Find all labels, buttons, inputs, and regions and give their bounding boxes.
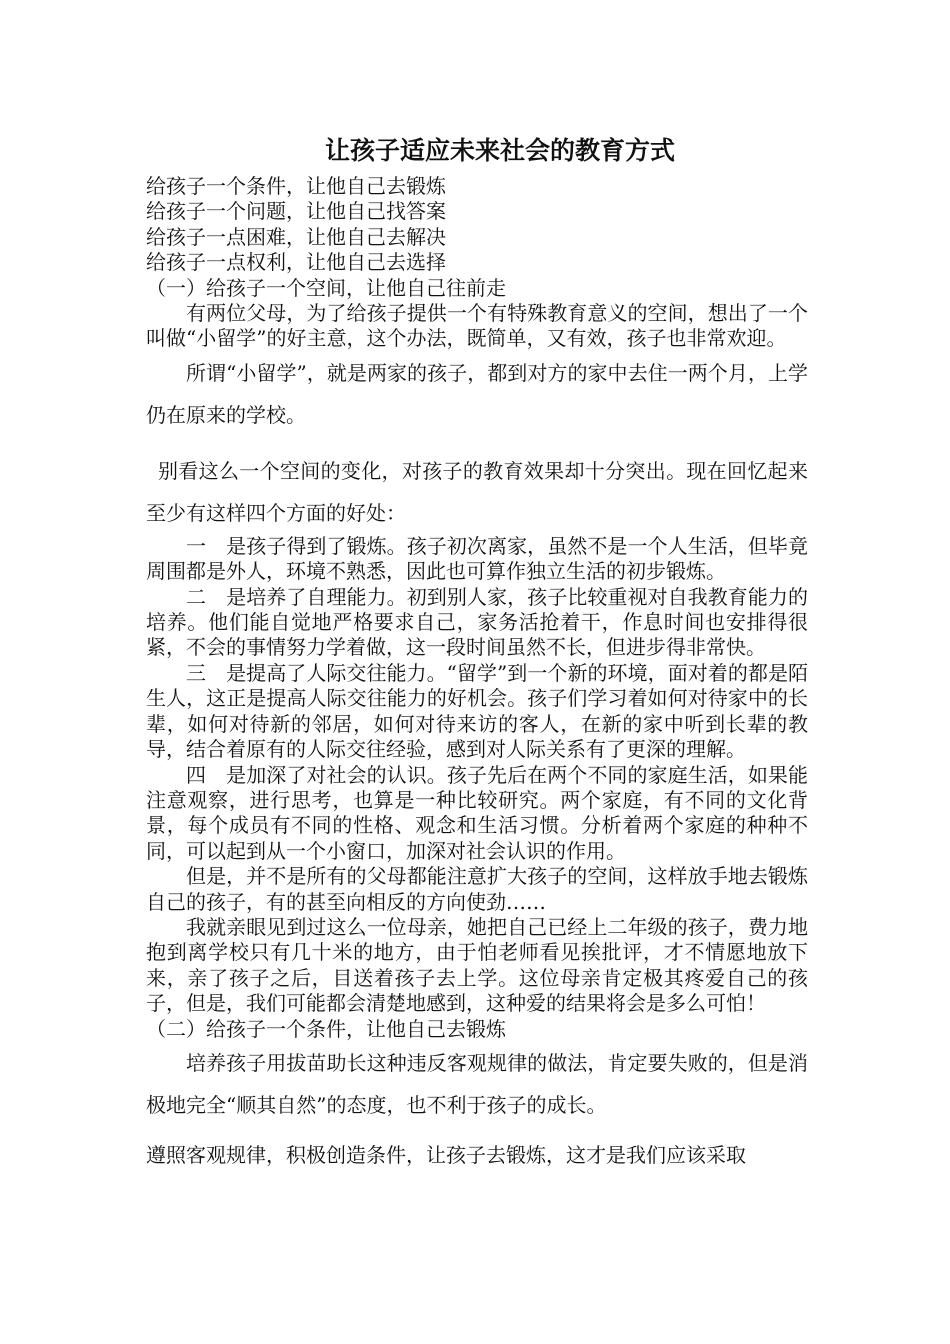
paragraph: 遵照客观规律，积极创造条件，让孩子去锻炼，这才是我们应该采取 bbox=[146, 1142, 746, 1167]
point-item: 一 是孩子得到了锻炼。孩子初次离家，虽然不是一个人生活，但毕竟周围都是外人，环境不熟悉，因此也可算作独立生活的初步锻炼。 bbox=[146, 533, 808, 584]
paragraph: 所谓“小留学”，就是两家的孩子，都到对方的家中去住一两个月，上学仍在原来的学校。 bbox=[146, 360, 808, 427]
paragraph: 有两位父母，为了给孩子提供一个有特殊教育意义的空间，想出了一个叫做“小留学”的好主意，这个办法，既简单，又有效，孩子也非常欢迎。 bbox=[146, 301, 808, 351]
page-title: 让孩子适应未来社会的教育方式 bbox=[324, 136, 675, 165]
section-heading-2: （二）给孩子一个条件，让他自己去锻炼 bbox=[146, 1016, 506, 1041]
paragraph: 我就亲眼见到过这么一位母亲，她把自己已经上二年级的孩子，费力地抱到离学校只有几十米的地方，由于怕老师看见挨批评，才不情愿地放下来，亲了孩子之后，目送着孩子去上学。这位母亲肯定极其疼爱自己的孩子，但是，我们可能都会清楚地感到，这种爱的结果将会是多么可怕！ bbox=[146, 914, 808, 1016]
paragraph: 但是，并不是所有的父母都能注意扩大孩子的空间，这样放手地去锻炼自己的孩子，有的甚至向相反的方向使劲…… bbox=[146, 864, 808, 914]
intro-line: 给孩子一个条件，让他自己去锻炼 bbox=[146, 174, 446, 198]
document-body bbox=[146, 174, 808, 1176]
intro-line: 给孩子一点权利，让他自己去选择 bbox=[146, 250, 446, 275]
intro-line: 给孩子一点困难，让他自己去解决 bbox=[146, 224, 446, 249]
section-heading-1: （一）给孩子一个空间，让他自己往前走 bbox=[146, 275, 506, 300]
paragraph: 别看这么一个空间的变化，对孩子的教育效果却十分突出。现在回忆起来至少有这样四个方面的好处： bbox=[146, 458, 808, 525]
point-item: 四 是加深了对社会的认识。孩子先后在两个不同的家庭生活，如果能注意观察，进行思考，也算是一种比较研究。两个家庭，有不同的文化背景，每个成员有不同的性格、观念和生活习惯。分析着两个家庭的种种不同，可以起到从一个小窗口，加深对社会认识的作用。 bbox=[146, 762, 808, 863]
intro-line: 给孩子一个问题，让他自己找答案 bbox=[146, 199, 446, 224]
point-item: 二 是培养了自理能力。初到别人家，孩子比较重视对自我教育能力的培养。他们能自觉地严格要求自己，家务活抢着干，作息时间也安排得很紧，不会的事情努力学着做，这一段时间虽然不长，但进步得非常快。 bbox=[146, 584, 808, 660]
paragraph: 培养孩子用拔苗助长这种违反客观规律的做法，肯定要失败的，但是消极地完全“顺其自然”的态度，也不利于孩子的成长。 bbox=[146, 1050, 808, 1117]
point-item: 三 是提高了人际交往能力。“留学”到一个新的环境，面对着的都是陌生人，这正是提高人际交往能力的好机会。孩子们学习着如何对待家中的长辈，如何对待新的邻居，如何对待来访的客人，在新的家中听到长辈的教导，结合着原有的人际交往经验，感到对人际关系有了更深的理解。 bbox=[146, 660, 808, 762]
